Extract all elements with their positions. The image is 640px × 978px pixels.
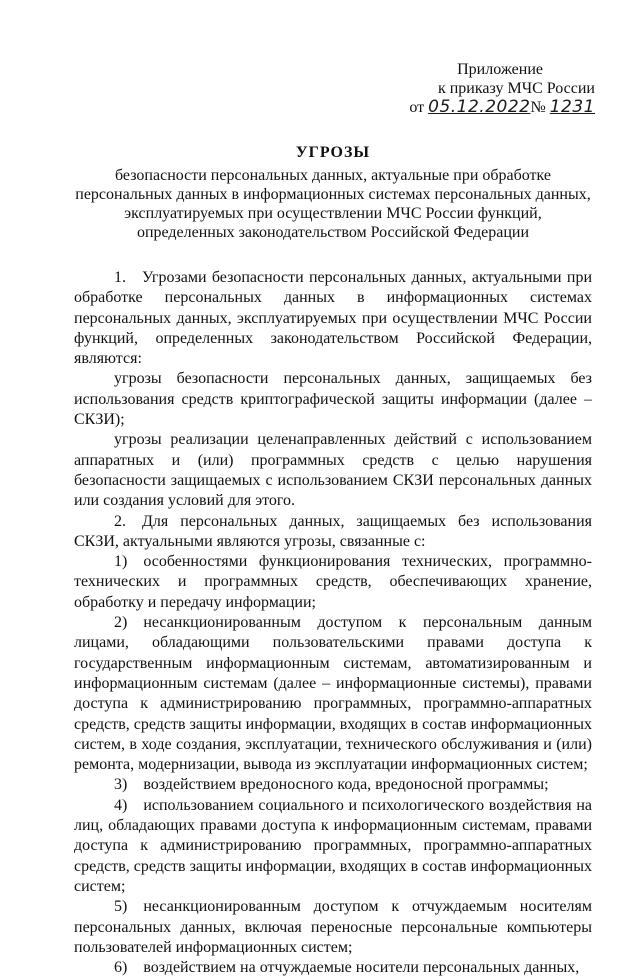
appendix-label: Приложение (457, 61, 543, 78)
subtitle-line: персональных данных в информационных системах персональных данных, (75, 186, 591, 203)
paragraph: 1. Угрозами безопасности персональных данных, актуальными при обработке персональных данных в информационных системах персональных данных, эксплуатируемых при осуществлении МЧС России функций, определенных законодательством Российской Федерации, являются: (74, 269, 592, 368)
date-prefix: от (409, 99, 425, 116)
subtitle-line: определенных законодательством Российской Федерации (136, 224, 530, 241)
paragraph: угрозы реализации целенаправленных действий с использованием аппаратных и (или) программных средств с целью нарушения безопасности защищаемых с использованием СКЗИ персональных данных или создания условий для этого. (74, 431, 592, 510)
handwritten-date: 05.12.2022 (428, 97, 531, 117)
paragraph: 2) несанкционированным доступом к персональным данным лицами, обладающими пользовательскими правами доступа к государственным информационным системам, автоматизированным и информационным системам (далее – информационные системы), правами доступа к администрированию программных, программно-аппаратных средств, средств защиты информации, входящих в состав информационных систем, в ходе создания, эксплуатации, технического обслуживания и (или) ремонта, модернизации, вывода из эксплуатации информационных систем; (74, 614, 592, 774)
number-sign: № (530, 99, 546, 116)
document-body (74, 268, 592, 978)
document-title (74, 143, 592, 242)
paragraph: угрозы безопасности персональных данных, защищаемых без использования средств криптографической защиты информации (далее – СКЗИ); (74, 370, 592, 429)
handwritten-number: 1231 (549, 97, 595, 117)
appendix-header (409, 60, 595, 117)
paragraph: 5) несанкционированным доступом к отчуждаемым носителям персональных данных, включая переносные персональные компьютеры пользователей информационных систем; (74, 898, 592, 956)
title-main: УГРОЗЫ (295, 144, 371, 161)
paragraph: 6) воздействием на отчуждаемые носители персональных данных, (114, 959, 580, 977)
subtitle-line: эксплуатируемых при осуществлении МЧС России функций, (124, 205, 542, 222)
paragraph: 3) воздействием вредоносного кода, вредоносной программы; (114, 776, 549, 794)
paragraph: 4) использованием социального и психологического воздействия на лиц, обладающих правами доступа к информационным системам, правами доступа к администрированию программных, программно-аппаратных средств, средств защиты информации, входящих в состав информационных систем; (74, 796, 592, 895)
order-date-number (409, 98, 595, 117)
subtitle-line: безопасности персональных данных, актуальные при обработке (114, 167, 552, 184)
paragraph: 2. Для персональных данных, защищаемых без использования СКЗИ, актуальными являются угрозы, связанные с: (74, 512, 592, 550)
paragraph: 1) особенностями функционирования технических, программно-технических и программных средств, обеспечивающих хранение, обработку и передачу информации; (74, 553, 592, 611)
order-reference: к приказу МЧС России (437, 80, 595, 97)
